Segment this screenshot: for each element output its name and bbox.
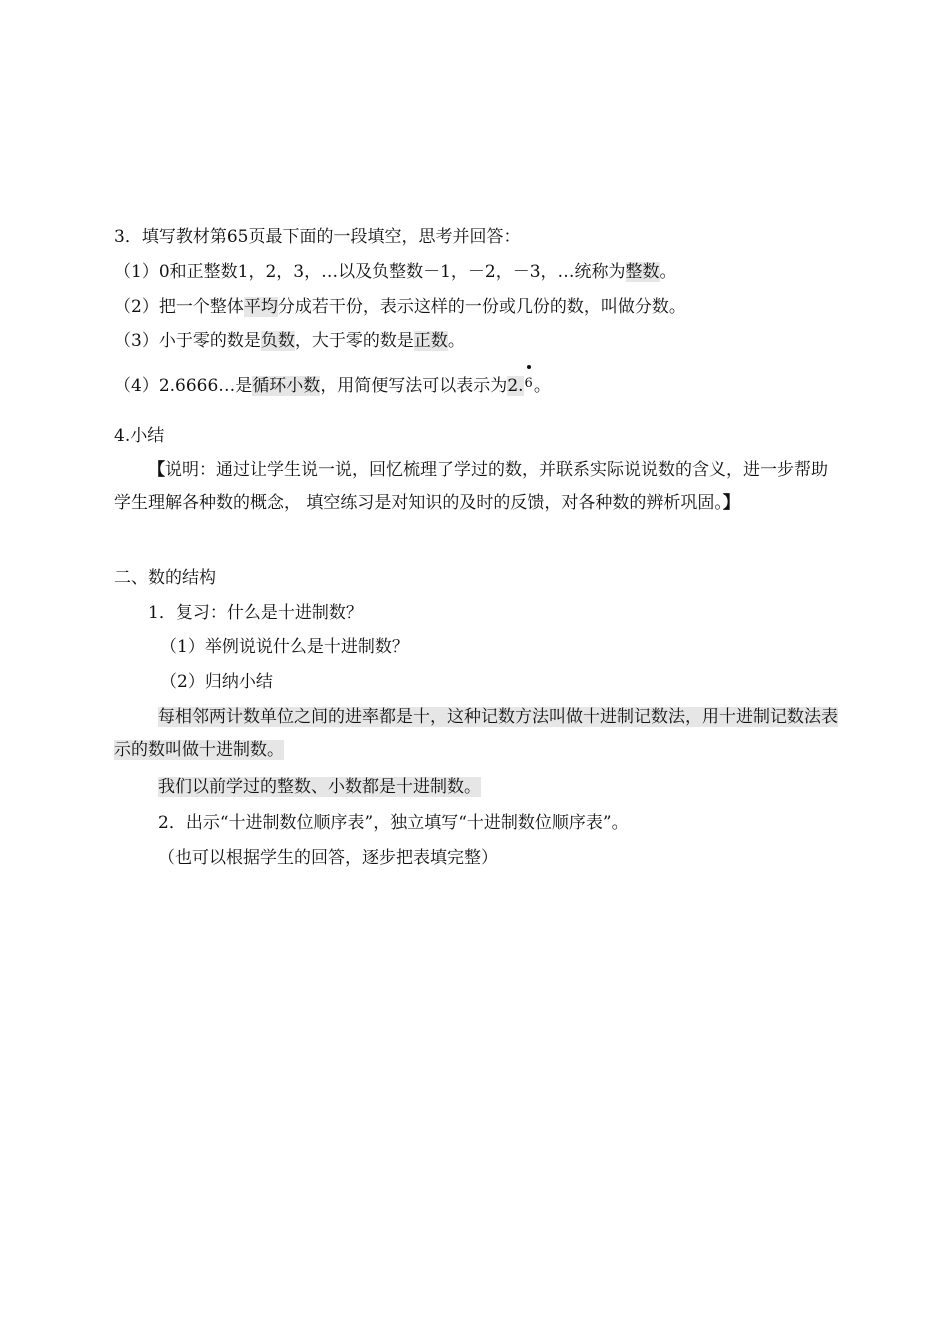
- q3-s1-end: 。: [659, 262, 677, 282]
- q3-s4-text: （4）2.6666…是: [114, 376, 253, 396]
- section2-item-1-sub-1: （1）举例说说什么是十进制数？: [160, 637, 409, 657]
- q3-title: 3．填写教材第65页最下面的一段填空，思考并回答：: [114, 227, 521, 247]
- q3-statement-1: [114, 260, 677, 284]
- summary-open-bracket: 【: [148, 460, 165, 480]
- q3-s4-repeat: 6: [524, 376, 533, 391]
- decimal-note-text: 我们以前学过的整数、小数都是十进制数。: [158, 777, 481, 797]
- decimal-note: [158, 775, 481, 799]
- repeat-dot-icon: [527, 365, 531, 369]
- q3-s4-answer: 循环小数: [252, 376, 321, 396]
- q3-s3-end: 。: [447, 331, 465, 351]
- q3-s4-end: 。: [533, 376, 551, 396]
- q3-s2-end: 分成若干份，表示这样的一份或几份的数，叫做分数。: [277, 297, 686, 317]
- q3-s3-answer-1: 负数: [260, 331, 295, 351]
- q3-s3-text: （3）小于零的数是: [114, 331, 261, 351]
- q3-statement-4: [114, 374, 551, 398]
- q3-s1-text: （1）0和正整数1，2，3，…以及负整数－1，－2，－3，…统称为: [114, 262, 626, 282]
- q3-s3-mid: ，大于零的数是: [294, 331, 414, 351]
- q3-statement-2: [114, 295, 686, 319]
- summary-heading: 4.小结: [114, 426, 165, 446]
- section2-item-1: 1．复习：什么是十进制数？: [148, 603, 363, 623]
- q3-s3-answer-2: 正数: [413, 331, 448, 351]
- section2-item-2-note: （也可以根据学生的回答，逐步把表填完整）: [158, 848, 498, 868]
- section2-item-2: 2．出示“十进制数位顺序表”，独立填写“十进制数位顺序表”。: [158, 813, 629, 833]
- q3-s1-answer: 整数: [625, 262, 660, 282]
- summary-close-bracket: 】: [722, 493, 740, 513]
- q3-s2-highlight: 平均: [243, 297, 278, 317]
- decimal-definition-text: 每相邻两计数单位之间的进率都是十，这种记数方法叫做十进制记数法，用十进制记数法表示的数叫做十进制数。: [114, 707, 838, 760]
- summary-text: 说明：通过让学生说一说，回忆梳理了学过的数，并联系实际说说数的含义，进一步帮助学生理解各种数的概念， 填空练习是对知识的及时的反馈，对各种数的辨析巩固。: [114, 460, 828, 513]
- q3-statement-3: [114, 329, 465, 353]
- q3-s4-value: 2.: [507, 376, 524, 396]
- summary-note: [114, 454, 838, 520]
- q3-s2-text: （2）把一个整体: [114, 297, 244, 317]
- decimal-definition: [114, 701, 838, 767]
- section2-heading: 二、数的结构: [114, 568, 216, 588]
- q3-s4-repeating-digit: [524, 377, 534, 391]
- section2-item-1-sub-2: （2）归纳小结: [160, 672, 273, 692]
- q3-s4-mid: ，用简便写法可以表示为: [320, 376, 508, 396]
